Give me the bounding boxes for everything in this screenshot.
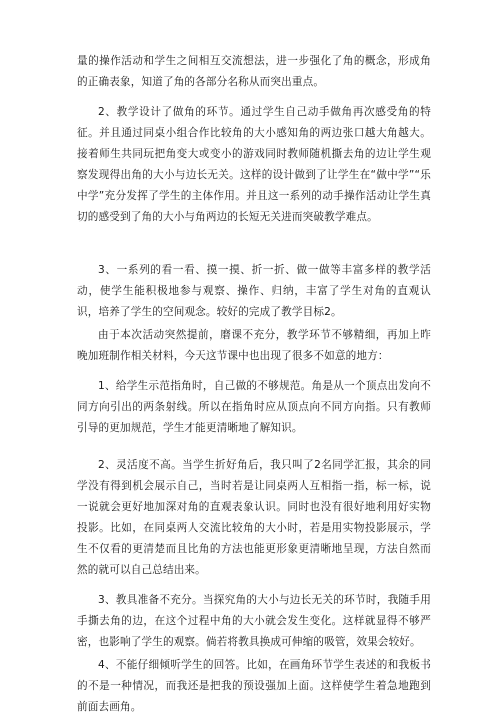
paragraph-issue-4: 4、不能仔细倾听学生的回答。比如，在画角环节学生表述的和我板书的不是一种情况，而我还是把我的预设强加上面。这样使学生着急地跑到前面去画角。 [77, 659, 431, 713]
paragraph-issue-3: 3、教具准备不充分。当探究角的大小与边长无关的环节时，我随手用手撕去角的边，在这个过程中角的大小就会发生变化。这样就显得不够严密，也影响了学生的观察。倘若将教具换成可伸缩的吸管，效果会较好。 [77, 594, 431, 648]
paragraph-issue-1: 1、给学生示范指角时，自己做的不够规范。角是从一个顶点出发向不同方向引出的两条射线。所以在指角时应从顶点向不同方向指。只有教师引导的更加规范，学生才能更清晰地了解知识。 [77, 380, 431, 434]
paragraph-shortcomings-intro: 由于本次活动突然提前，磨课不充分，教学环节不够精细，再加上昨晚加班制作相关材料，今天这节课中也出现了很多不如意的地方： [77, 329, 431, 362]
paragraph-point-2-make-angle: 2、教学设计了做角的环节。通过学生自己动手做角再次感受角的特征。并且通过同桌小组合作比较角的大小感知角的两边张口越大角越大。接着师生共同玩把角变大或变小的游戏同时教师随机撕去角的边让学生观察发现得出角的大小与边长无关。这样的设计做到了让学生在“做中学”“乐中学”充分发挥了学生的主体作用。并且这一系列的动手操作活动让学生真切的感受到了角的大小与角两边的长短无关进而突破教学难点。 [77, 106, 431, 223]
paragraph-issue-2: 2、灵活度不高。当学生折好角后，我只叫了2名同学汇报，其余的同学没有得到机会展示自己，当时若是让同桌两人互相指一指，标一标，说一说就会更好地加深对角的直观表象认识。同时也没有很好地利用好实物投影。比如，在同桌两人交流比较角的大小时，若是用实物投影展示，学生不仅看的更清楚而且比角的方法也能更形象更清晰地呈现，方法自然而然的就可以自己总结出来。 [77, 459, 431, 576]
paragraph-intro-continued: 量的操作活动和学生之间相互交流想法，进一步强化了角的概念，形成角的正确表象，知道了角的各部分名称从而突出重点。 [77, 55, 431, 88]
paragraph-point-3-activities: 3、一系列的看一看、摸一摸、折一折、做一做等丰富多样的教学活动，使学生能积极地参与观察、操作、归纳，丰富了学生对角的直观认识，培养了学生的空间观念。较好的完成了教学目标2。 [77, 264, 431, 318]
